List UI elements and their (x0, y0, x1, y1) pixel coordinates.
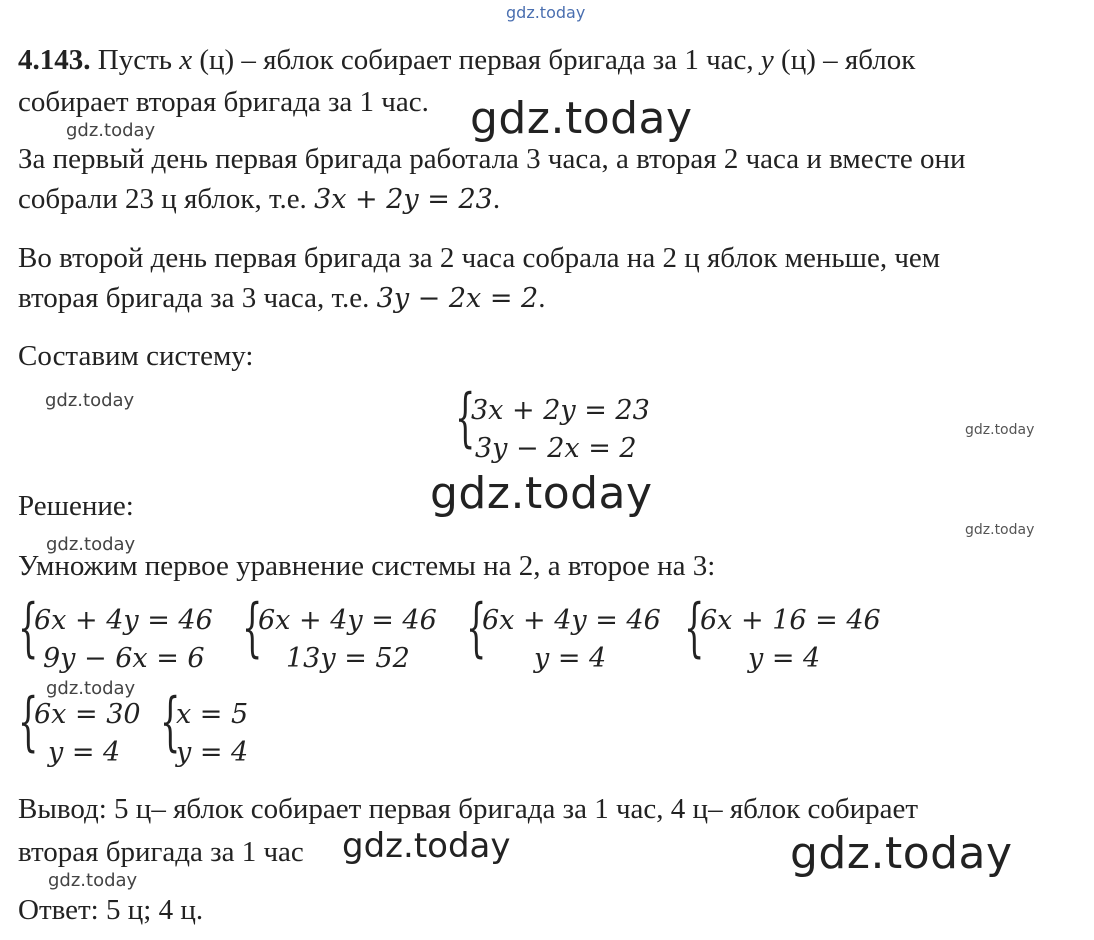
watermark-tiny: gdz.today (965, 422, 1035, 438)
step1-eq-2: 9y − 6x = 6 (43, 643, 205, 674)
solution-label: Решение: (18, 490, 134, 522)
main-system (455, 381, 685, 472)
intro-text-c: (ц) – яблок (773, 44, 916, 76)
variable-x: x (179, 44, 193, 76)
multiply-text: Умножим первое уравнение системы на 2, а второе на 3: (18, 550, 716, 582)
watermark-small: gdz.today (45, 390, 135, 411)
day2-period: . (538, 282, 546, 314)
day1-equation: 3x + 2y = 23 (314, 184, 493, 215)
day2-equation: 3y − 2x = 2 (376, 283, 539, 314)
system-step-6 (160, 685, 270, 776)
watermark-small: gdz.today (48, 870, 138, 891)
system-step-2 (242, 591, 457, 682)
watermark-small: gdz.today (46, 534, 136, 555)
main-system-eq-1: 3x + 2y = 23 (471, 395, 650, 426)
main-system-eq-2: 3y − 2x = 2 (475, 433, 637, 464)
intro-text-a: Пусть (90, 44, 180, 76)
step6-eq-1: x = 5 (176, 699, 249, 730)
system-brace: { (242, 591, 263, 665)
watermark-small: gdz.today (46, 678, 136, 699)
day1-line-2 (18, 185, 500, 214)
watermark-small: gdz.today (66, 120, 156, 141)
watermark-medium: gdz.today (342, 826, 511, 866)
system-brace: { (466, 591, 487, 665)
day2-line-1: Во второй день первая бригада за 2 часа собрала на 2 ц яблок меньше, чем (18, 242, 941, 274)
step3-eq-2: y = 4 (534, 643, 607, 674)
conclusion-line-2: вторая бригада за 1 час (18, 836, 304, 868)
system-brace: { (684, 591, 705, 665)
day1-period: . (492, 183, 501, 215)
system-step-4 (684, 591, 899, 682)
variable-y: y (760, 44, 774, 76)
system-label: Составим систему: (18, 340, 254, 372)
conclusion-line-1: Вывод: 5 ц– яблок собирает первая бригада за 1 час, 4 ц– яблок собирает (18, 793, 919, 825)
system-step-3 (466, 591, 681, 682)
system-brace: { (160, 685, 181, 759)
problem-number: 4.143. (18, 44, 91, 76)
system-step-1 (18, 591, 233, 682)
intro-text-b: (ц) – яблок собирает первая бригада за 1 час, (192, 44, 761, 76)
watermark-big: gdz.today (470, 93, 693, 144)
system-brace: { (18, 685, 39, 759)
watermark-tiny: gdz.today (965, 522, 1035, 538)
step2-eq-1: 6x + 4y = 46 (258, 605, 437, 636)
day1-line-1: За первый день первая бригада работала 3 часа, а вторая 2 часа и вместе они (18, 143, 966, 175)
step5-eq-1: 6x = 30 (34, 699, 141, 730)
step1-eq-1: 6x + 4y = 46 (34, 605, 213, 636)
step5-eq-2: y = 4 (48, 737, 121, 768)
watermark-big: gdz.today (430, 468, 653, 519)
watermark-top: gdz.today (506, 3, 586, 22)
day2-line-2 (18, 284, 545, 313)
intro-line-2: собирает вторая бригада за 1 час. (18, 86, 429, 118)
step2-eq-2: 13y = 52 (286, 643, 410, 674)
step4-eq-2: y = 4 (748, 643, 821, 674)
system-brace: { (18, 591, 39, 665)
step3-eq-1: 6x + 4y = 46 (482, 605, 661, 636)
day1-text: собрали 23 ц яблок, т.е. (18, 183, 315, 215)
answer: Ответ: 5 ц; 4 ц. (18, 894, 204, 926)
step4-eq-1: 6x + 16 = 46 (700, 605, 881, 636)
step6-eq-2: y = 4 (176, 737, 249, 768)
watermark-big: gdz.today (790, 828, 1013, 879)
system-brace: { (455, 381, 476, 455)
intro-line-1 (18, 46, 915, 75)
day2-text: вторая бригада за 3 часа, т.е. (18, 282, 377, 314)
